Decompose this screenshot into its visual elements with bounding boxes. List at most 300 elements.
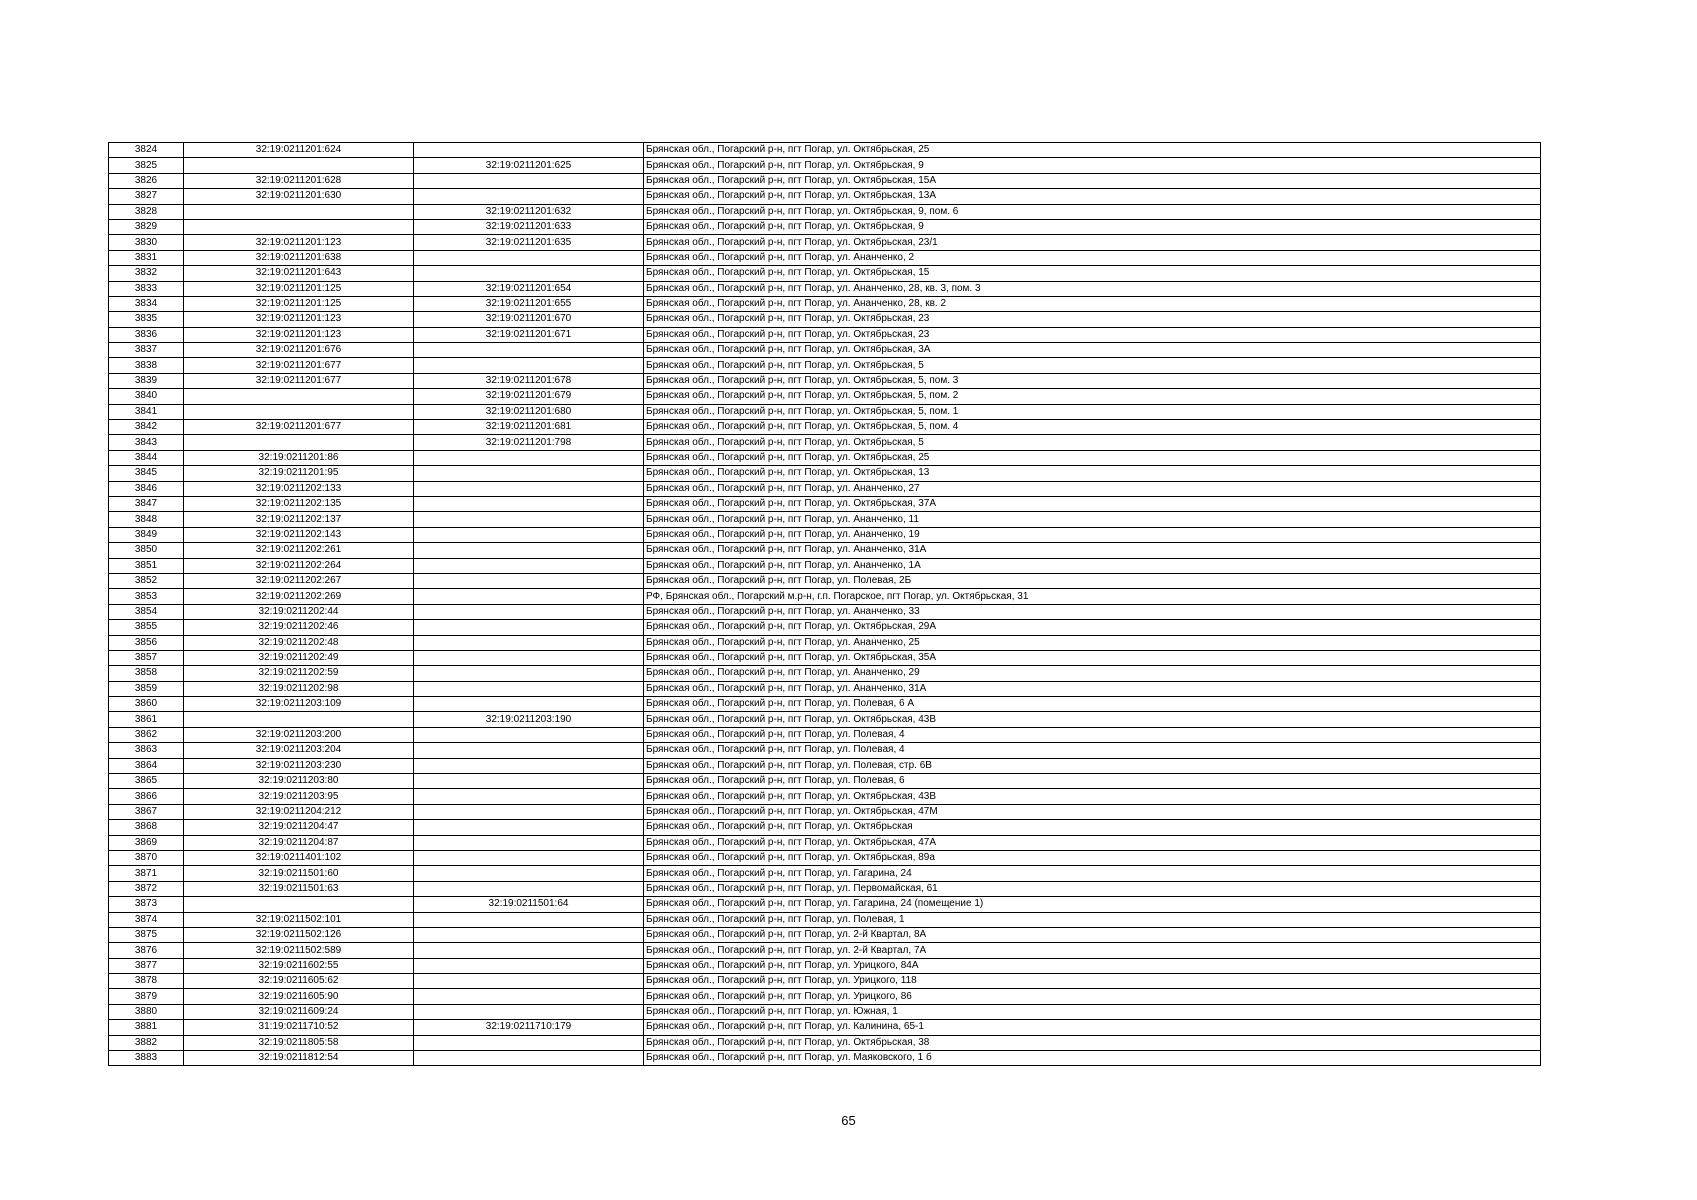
address-cell: Брянская обл., Погарский р-н, пгт Погар, ул. Октябрьская, 25: [644, 143, 1541, 158]
table-row: [109, 774, 1541, 789]
cadastral-number-cell: 32:19:0211201:628: [184, 173, 414, 188]
table-row: [109, 450, 1541, 465]
object-number-cell: [414, 343, 644, 358]
table-row: [109, 343, 1541, 358]
object-number-cell: [414, 481, 644, 496]
table-row: [109, 481, 1541, 496]
object-number-cell: [414, 527, 644, 542]
cadastral-number-cell: 32:19:0211201:86: [184, 450, 414, 465]
cadastral-number-cell: 32:19:0211204:212: [184, 804, 414, 819]
address-cell: Брянская обл., Погарский р-н, пгт Погар, ул. Октябрьская, 9: [644, 219, 1541, 234]
address-cell: Брянская обл., Погарский р-н, пгт Погар, ул. Октябрьская, 13: [644, 466, 1541, 481]
cadastral-number-cell: 32:19:0211203:109: [184, 697, 414, 712]
cadastral-number-cell: 32:19:0211501:63: [184, 881, 414, 896]
address-cell: Брянская обл., Погарский р-н, пгт Погар, ул. Ананченко, 31А: [644, 543, 1541, 558]
object-number-cell: 32:19:0211201:635: [414, 235, 644, 250]
cadastral-number-cell: 32:19:0211201:95: [184, 466, 414, 481]
page-number: 65: [841, 1113, 856, 1128]
cadastral-number-cell: 32:19:0211203:204: [184, 743, 414, 758]
cadastral-number-cell: [184, 712, 414, 727]
cadastral-number-cell: 32:19:0211201:677: [184, 358, 414, 373]
table-row: [109, 312, 1541, 327]
cadastral-number-cell: [184, 435, 414, 450]
object-number-cell: 32:19:0211201:679: [414, 389, 644, 404]
row-number-cell: 3833: [109, 281, 184, 296]
address-cell: Брянская обл., Погарский р-н, пгт Погар, ул. Ананченко, 2: [644, 250, 1541, 265]
object-number-cell: [414, 143, 644, 158]
cadastral-number-cell: 32:19:0211202:133: [184, 481, 414, 496]
object-number-cell: 32:19:0211201:625: [414, 158, 644, 173]
table-row: [109, 974, 1541, 989]
cadastral-number-cell: 32:19:0211201:677: [184, 420, 414, 435]
object-number-cell: [414, 1035, 644, 1050]
row-number-cell: 3843: [109, 435, 184, 450]
row-number-cell: 3862: [109, 727, 184, 742]
object-number-cell: 32:19:0211201:655: [414, 296, 644, 311]
object-number-cell: 32:19:0211203:190: [414, 712, 644, 727]
cadastral-number-cell: 32:19:0211502:589: [184, 943, 414, 958]
row-number-cell: 3829: [109, 219, 184, 234]
address-cell: Брянская обл., Погарский р-н, пгт Погар, ул. Полевая, 4: [644, 727, 1541, 742]
cadastral-number-cell: 32:19:0211201:677: [184, 373, 414, 388]
row-number-cell: 3835: [109, 312, 184, 327]
table-row: [109, 589, 1541, 604]
row-number-cell: 3865: [109, 774, 184, 789]
object-number-cell: [414, 635, 644, 650]
cadastral-number-cell: [184, 204, 414, 219]
object-number-cell: 32:19:0211201:678: [414, 373, 644, 388]
row-number-cell: 3839: [109, 373, 184, 388]
cadastral-number-cell: 32:19:0211202:98: [184, 681, 414, 696]
address-cell: Брянская обл., Погарский р-н, пгт Погар, ул. 2-й Квартал, 8А: [644, 927, 1541, 942]
object-number-cell: [414, 820, 644, 835]
address-cell: Брянская обл., Погарский р-н, пгт Погар, ул. Октябрьская, 38: [644, 1035, 1541, 1050]
cadastral-number-cell: [184, 219, 414, 234]
table-row: [109, 912, 1541, 927]
cadastral-number-cell: 32:19:0211501:60: [184, 866, 414, 881]
address-cell: Брянская обл., Погарский р-н, пгт Погар, ул. Полевая, 6 А: [644, 697, 1541, 712]
object-number-cell: [414, 250, 644, 265]
object-number-cell: [414, 266, 644, 281]
address-cell: Брянская обл., Погарский р-н, пгт Погар, ул. Октябрьская, 9: [644, 158, 1541, 173]
row-number-cell: 3856: [109, 635, 184, 650]
row-number-cell: 3827: [109, 189, 184, 204]
cadastral-number-cell: [184, 389, 414, 404]
object-number-cell: [414, 604, 644, 619]
address-cell: Брянская обл., Погарский р-н, пгт Погар, ул. Октябрьская, 47М: [644, 804, 1541, 819]
address-cell: Брянская обл., Погарский р-н, пгт Погар, ул. Первомайская, 61: [644, 881, 1541, 896]
row-number-cell: 3863: [109, 743, 184, 758]
object-number-cell: [414, 866, 644, 881]
object-number-cell: 32:19:0211201:632: [414, 204, 644, 219]
row-number-cell: 3846: [109, 481, 184, 496]
address-cell: Брянская обл., Погарский р-н, пгт Погар, ул. Октябрьская, 23/1: [644, 235, 1541, 250]
table-row: [109, 173, 1541, 188]
cadastral-number-cell: 32:19:0211201:643: [184, 266, 414, 281]
cadastral-number-cell: 32:19:0211401:102: [184, 850, 414, 865]
table-row: [109, 496, 1541, 511]
table-row: [109, 866, 1541, 881]
cadastral-number-cell: 32:19:0211202:269: [184, 589, 414, 604]
address-cell: Брянская обл., Погарский р-н, пгт Погар, ул. Октябрьская, 13А: [644, 189, 1541, 204]
row-number-cell: 3861: [109, 712, 184, 727]
row-number-cell: 3874: [109, 912, 184, 927]
row-number-cell: 3872: [109, 881, 184, 896]
address-cell: Брянская обл., Погарский р-н, пгт Погар, ул. Ананченко, 31А: [644, 681, 1541, 696]
object-number-cell: [414, 881, 644, 896]
row-number-cell: 3831: [109, 250, 184, 265]
cadastral-number-cell: 32:19:0211202:44: [184, 604, 414, 619]
table-row: [109, 697, 1541, 712]
address-cell: Брянская обл., Погарский р-н, пгт Погар, ул. Октябрьская, 5: [644, 358, 1541, 373]
row-number-cell: 3848: [109, 512, 184, 527]
address-cell: Брянская обл., Погарский р-н, пгт Погар, ул. Ананченко, 28, кв. 3, пом. 3: [644, 281, 1541, 296]
table-row: [109, 266, 1541, 281]
row-number-cell: 3832: [109, 266, 184, 281]
object-number-cell: [414, 958, 644, 973]
object-number-cell: 32:19:0211201:671: [414, 327, 644, 342]
object-number-cell: [414, 450, 644, 465]
object-number-cell: [414, 774, 644, 789]
cadastral-number-cell: 32:19:0211202:48: [184, 635, 414, 650]
object-number-cell: [414, 804, 644, 819]
object-number-cell: [414, 974, 644, 989]
table-row: [109, 804, 1541, 819]
table-row: [109, 573, 1541, 588]
address-cell: Брянская обл., Погарский р-н, пгт Погар, ул. Октябрьская, 47А: [644, 835, 1541, 850]
table-row: [109, 927, 1541, 942]
address-cell: Брянская обл., Погарский р-н, пгт Погар, ул. Октябрьская, 89а: [644, 850, 1541, 865]
address-cell: Брянская обл., Погарский р-н, пгт Погар, ул. Гагарина, 24: [644, 866, 1541, 881]
address-cell: Брянская обл., Погарский р-н, пгт Погар, ул. Октябрьская, 43В: [644, 712, 1541, 727]
cadastral-number-cell: [184, 404, 414, 419]
object-number-cell: [414, 989, 644, 1004]
address-cell: Брянская обл., Погарский р-н, пгт Погар, ул. Октябрьская: [644, 820, 1541, 835]
row-number-cell: 3851: [109, 558, 184, 573]
table-row: [109, 897, 1541, 912]
address-cell: Брянская обл., Погарский р-н, пгт Погар, ул. Октябрьская, 3А: [644, 343, 1541, 358]
cadastral-number-cell: 32:19:0211202:137: [184, 512, 414, 527]
row-number-cell: 3852: [109, 573, 184, 588]
row-number-cell: 3869: [109, 835, 184, 850]
table-row: [109, 881, 1541, 896]
address-cell: Брянская обл., Погарский р-н, пгт Погар, ул. Октябрьская, 5, пом. 4: [644, 420, 1541, 435]
cadastral-number-cell: 32:19:0211202:264: [184, 558, 414, 573]
cadastral-number-cell: 32:19:0211201:123: [184, 327, 414, 342]
object-number-cell: [414, 758, 644, 773]
table-row: [109, 1004, 1541, 1019]
address-cell: Брянская обл., Погарский р-н, пгт Погар, ул. Октябрьская, 23: [644, 312, 1541, 327]
cadastral-number-cell: 32:19:0211502:126: [184, 927, 414, 942]
row-number-cell: 3880: [109, 1004, 184, 1019]
object-number-cell: 32:19:0211201:798: [414, 435, 644, 450]
object-number-cell: [414, 927, 644, 942]
address-cell: Брянская обл., Погарский р-н, пгт Погар, ул. Октябрьская, 9, пом. 6: [644, 204, 1541, 219]
table-row: [109, 1020, 1541, 1035]
table-row: [109, 296, 1541, 311]
address-cell: Брянская обл., Погарский р-н, пгт Погар, ул. Полевая, 1: [644, 912, 1541, 927]
object-number-cell: [414, 558, 644, 573]
table-row: [109, 820, 1541, 835]
table-row: [109, 204, 1541, 219]
address-cell: Брянская обл., Погарский р-н, пгт Погар, ул. Октябрьская, 5, пом. 3: [644, 373, 1541, 388]
cadastral-number-cell: 32:19:0211201:624: [184, 143, 414, 158]
row-number-cell: 3866: [109, 789, 184, 804]
address-cell: Брянская обл., Погарский р-н, пгт Погар, ул. Октябрьская, 37А: [644, 496, 1541, 511]
object-number-cell: [414, 912, 644, 927]
object-number-cell: 32:19:0211201:654: [414, 281, 644, 296]
cadastral-number-cell: 32:19:0211605:90: [184, 989, 414, 1004]
row-number-cell: 3830: [109, 235, 184, 250]
object-number-cell: [414, 589, 644, 604]
cadastral-number-cell: 32:19:0211201:123: [184, 235, 414, 250]
object-number-cell: [414, 943, 644, 958]
address-cell: Брянская обл., Погарский р-н, пгт Погар, ул. Полевая, 6: [644, 774, 1541, 789]
address-cell: Брянская обл., Погарский р-н, пгт Погар, ул. Ананченко, 1А: [644, 558, 1541, 573]
address-cell: Брянская обл., Погарский р-н, пгт Погар, ул. Ананченко, 28, кв. 2: [644, 296, 1541, 311]
cadastral-number-cell: 32:19:0211203:200: [184, 727, 414, 742]
table-row: [109, 1051, 1541, 1066]
table-row: [109, 604, 1541, 619]
row-number-cell: 3850: [109, 543, 184, 558]
row-number-cell: 3849: [109, 527, 184, 542]
object-number-cell: [414, 189, 644, 204]
row-number-cell: 3877: [109, 958, 184, 973]
table-row: [109, 1035, 1541, 1050]
row-number-cell: 3838: [109, 358, 184, 373]
address-cell: Брянская обл., Погарский р-н, пгт Погар, ул. Октябрьская, 15: [644, 266, 1541, 281]
table-row: [109, 558, 1541, 573]
object-number-cell: [414, 789, 644, 804]
object-number-cell: 32:19:0211201:633: [414, 219, 644, 234]
cadastral-number-cell: 32:19:0211201:638: [184, 250, 414, 265]
address-cell: Брянская обл., Погарский р-н, пгт Погар, ул. Южная, 1: [644, 1004, 1541, 1019]
row-number-cell: 3836: [109, 327, 184, 342]
row-number-cell: 3837: [109, 343, 184, 358]
cadastral-number-cell: 32:19:0211602:55: [184, 958, 414, 973]
table-row: [109, 835, 1541, 850]
cadastral-number-cell: 32:19:0211201:125: [184, 296, 414, 311]
table-row: [109, 189, 1541, 204]
row-number-cell: 3824: [109, 143, 184, 158]
row-number-cell: 3847: [109, 496, 184, 511]
table-row: [109, 466, 1541, 481]
table-row: [109, 620, 1541, 635]
table-row: [109, 727, 1541, 742]
table-row: [109, 143, 1541, 158]
table-row: [109, 681, 1541, 696]
row-number-cell: 3882: [109, 1035, 184, 1050]
cadastral-number-cell: 32:19:0211202:261: [184, 543, 414, 558]
address-cell: Брянская обл., Погарский р-н, пгт Погар, ул. Урицкого, 84А: [644, 958, 1541, 973]
table-row: [109, 389, 1541, 404]
table-row: [109, 404, 1541, 419]
table-row: [109, 635, 1541, 650]
object-number-cell: [414, 850, 644, 865]
object-number-cell: [414, 620, 644, 635]
row-number-cell: 3853: [109, 589, 184, 604]
row-number-cell: 3834: [109, 296, 184, 311]
cadastral-number-cell: 32:19:0211605:62: [184, 974, 414, 989]
object-number-cell: [414, 512, 644, 527]
cadastral-number-cell: 32:19:0211202:267: [184, 573, 414, 588]
row-number-cell: 3826: [109, 173, 184, 188]
table-row: [109, 989, 1541, 1004]
cadastral-number-cell: 32:19:0211203:95: [184, 789, 414, 804]
address-cell: Брянская обл., Погарский р-н, пгт Погар, ул. Октябрьская, 5, пом. 1: [644, 404, 1541, 419]
row-number-cell: 3840: [109, 389, 184, 404]
row-number-cell: 3881: [109, 1020, 184, 1035]
address-cell: Брянская обл., Погарский р-н, пгт Погар, ул. Маяковского, 1 б: [644, 1051, 1541, 1066]
object-number-cell: 32:19:0211201:670: [414, 312, 644, 327]
address-cell: Брянская обл., Погарский р-н, пгт Погар, ул. Полевая, стр. 6В: [644, 758, 1541, 773]
cadastral-number-cell: 32:19:0211812:54: [184, 1051, 414, 1066]
address-cell: Брянская обл., Погарский р-н, пгт Погар, ул. Октябрьская, 25: [644, 450, 1541, 465]
cadastral-number-cell: 32:19:0211609:24: [184, 1004, 414, 1019]
address-cell: Брянская обл., Погарский р-н, пгт Погар, ул. Ананченко, 27: [644, 481, 1541, 496]
address-cell: РФ, Брянская обл., Погарский м.р-н, г.п. Погарское, пгт Погар, ул. Октябрьская, 31: [644, 589, 1541, 604]
table-row: [109, 666, 1541, 681]
table-row: [109, 158, 1541, 173]
row-number-cell: 3873: [109, 897, 184, 912]
table-row: [109, 250, 1541, 265]
object-number-cell: [414, 466, 644, 481]
object-number-cell: [414, 573, 644, 588]
address-cell: Брянская обл., Погарский р-н, пгт Погар, ул. Октябрьская, 35А: [644, 650, 1541, 665]
table-row: [109, 789, 1541, 804]
object-number-cell: [414, 1051, 644, 1066]
row-number-cell: 3844: [109, 450, 184, 465]
cadastral-number-cell: [184, 158, 414, 173]
object-number-cell: [414, 358, 644, 373]
object-number-cell: [414, 173, 644, 188]
cadastral-number-cell: 32:19:0211201:123: [184, 312, 414, 327]
row-number-cell: 3859: [109, 681, 184, 696]
object-number-cell: 32:19:0211710:179: [414, 1020, 644, 1035]
table-row: [109, 527, 1541, 542]
address-cell: Брянская обл., Погарский р-н, пгт Погар, ул. Полевая, 4: [644, 743, 1541, 758]
table-row: [109, 373, 1541, 388]
row-number-cell: 3857: [109, 650, 184, 665]
table-row: [109, 958, 1541, 973]
object-number-cell: [414, 681, 644, 696]
cadastral-number-cell: 32:19:0211202:135: [184, 496, 414, 511]
cadastral-number-cell: 32:19:0211203:80: [184, 774, 414, 789]
table-row: [109, 435, 1541, 450]
table-row: [109, 281, 1541, 296]
table-row: [109, 420, 1541, 435]
row-number-cell: 3858: [109, 666, 184, 681]
table-row: [109, 650, 1541, 665]
table-row: [109, 758, 1541, 773]
address-cell: Брянская обл., Погарский р-н, пгт Погар, ул. Урицкого, 118: [644, 974, 1541, 989]
object-number-cell: [414, 496, 644, 511]
row-number-cell: 3883: [109, 1051, 184, 1066]
cadastral-table: [108, 142, 1541, 1066]
row-number-cell: 3867: [109, 804, 184, 819]
address-cell: Брянская обл., Погарский р-н, пгт Погар, ул. Ананченко, 11: [644, 512, 1541, 527]
row-number-cell: 3842: [109, 420, 184, 435]
table-row: [109, 743, 1541, 758]
object-number-cell: [414, 697, 644, 712]
address-cell: Брянская обл., Погарский р-н, пгт Погар, ул. Ананченко, 19: [644, 527, 1541, 542]
row-number-cell: 3868: [109, 820, 184, 835]
object-number-cell: [414, 727, 644, 742]
cadastral-number-cell: 32:19:0211204:87: [184, 835, 414, 850]
address-cell: Брянская обл., Погарский р-н, пгт Погар, ул. Октябрьская, 5: [644, 435, 1541, 450]
cadastral-number-cell: 32:19:0211204:47: [184, 820, 414, 835]
table-row: [109, 712, 1541, 727]
row-number-cell: 3875: [109, 927, 184, 942]
object-number-cell: [414, 835, 644, 850]
table-row: [109, 358, 1541, 373]
object-number-cell: [414, 1004, 644, 1019]
address-cell: Брянская обл., Погарский р-н, пгт Погар, ул. Калинина, 65-1: [644, 1020, 1541, 1035]
row-number-cell: 3841: [109, 404, 184, 419]
row-number-cell: 3828: [109, 204, 184, 219]
cadastral-number-cell: 32:19:0211201:125: [184, 281, 414, 296]
row-number-cell: 3871: [109, 866, 184, 881]
object-number-cell: [414, 650, 644, 665]
address-cell: Брянская обл., Погарский р-н, пгт Погар, ул. Полевая, 2Б: [644, 573, 1541, 588]
row-number-cell: 3879: [109, 989, 184, 1004]
cadastral-number-cell: 32:19:0211203:230: [184, 758, 414, 773]
row-number-cell: 3855: [109, 620, 184, 635]
row-number-cell: 3878: [109, 974, 184, 989]
object-number-cell: [414, 743, 644, 758]
row-number-cell: 3876: [109, 943, 184, 958]
row-number-cell: 3845: [109, 466, 184, 481]
address-cell: Брянская обл., Погарский р-н, пгт Погар, ул. Октябрьская, 43В: [644, 789, 1541, 804]
address-cell: Брянская обл., Погарский р-н, пгт Погар, ул. Октябрьская, 15А: [644, 173, 1541, 188]
table-body: [109, 143, 1541, 1066]
address-cell: Брянская обл., Погарский р-н, пгт Погар, ул. Ананченко, 29: [644, 666, 1541, 681]
address-cell: Брянская обл., Погарский р-н, пгт Погар, ул. 2-й Квартал, 7А: [644, 943, 1541, 958]
row-number-cell: 3854: [109, 604, 184, 619]
table-row: [109, 219, 1541, 234]
address-cell: Брянская обл., Погарский р-н, пгт Погар, ул. Урицкого, 86: [644, 989, 1541, 1004]
cadastral-number-cell: 32:19:0211202:59: [184, 666, 414, 681]
address-cell: Брянская обл., Погарский р-н, пгт Погар, ул. Октябрьская, 29А: [644, 620, 1541, 635]
cadastral-number-cell: 32:19:0211202:49: [184, 650, 414, 665]
cadastral-number-cell: [184, 897, 414, 912]
cadastral-number-cell: 32:19:0211201:676: [184, 343, 414, 358]
object-number-cell: [414, 543, 644, 558]
address-cell: Брянская обл., Погарский р-н, пгт Погар, ул. Октябрьская, 23: [644, 327, 1541, 342]
address-cell: Брянская обл., Погарский р-н, пгт Погар, ул. Октябрьская, 5, пом. 2: [644, 389, 1541, 404]
address-cell: Брянская обл., Погарский р-н, пгт Погар, ул. Гагарина, 24 (помещение 1): [644, 897, 1541, 912]
row-number-cell: 3860: [109, 697, 184, 712]
object-number-cell: 32:19:0211201:681: [414, 420, 644, 435]
cadastral-number-cell: 32:19:0211202:143: [184, 527, 414, 542]
table-row: [109, 327, 1541, 342]
object-number-cell: [414, 666, 644, 681]
cadastral-number-cell: 32:19:0211502:101: [184, 912, 414, 927]
table-row: [109, 850, 1541, 865]
object-number-cell: 32:19:0211201:680: [414, 404, 644, 419]
table-row: [109, 943, 1541, 958]
address-cell: Брянская обл., Погарский р-н, пгт Погар, ул. Ананченко, 25: [644, 635, 1541, 650]
row-number-cell: 3864: [109, 758, 184, 773]
cadastral-number-cell: 32:19:0211805:58: [184, 1035, 414, 1050]
cadastral-number-cell: 31:19:0211710:52: [184, 1020, 414, 1035]
object-number-cell: 32:19:0211501:64: [414, 897, 644, 912]
address-cell: Брянская обл., Погарский р-н, пгт Погар, ул. Ананченко, 33: [644, 604, 1541, 619]
table-row: [109, 235, 1541, 250]
cadastral-number-cell: 32:19:0211201:630: [184, 189, 414, 204]
table-row: [109, 512, 1541, 527]
row-number-cell: 3870: [109, 850, 184, 865]
